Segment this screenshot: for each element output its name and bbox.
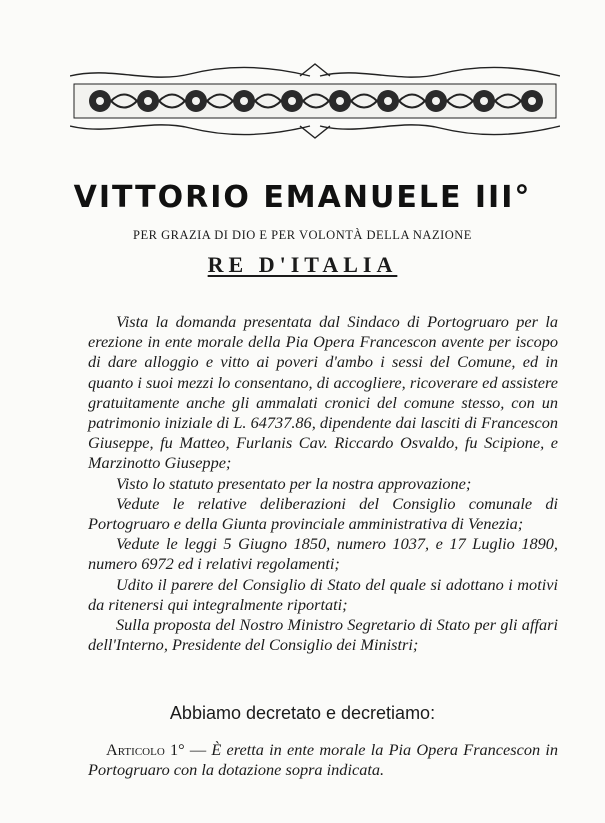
paragraph: Vedute le leggi 5 Giugno 1850, numero 1037, e 17 Luglio 1890, numero 6972 ed i relativi regolamenti;: [88, 534, 558, 574]
page-subtitle: PER GRAZIA DI DIO E PER VOLONTÀ DELLA NAZIONE: [133, 228, 472, 242]
article-label: Articolo 1° —: [106, 740, 207, 759]
paragraph: Sulla proposta del Nostro Ministro Segretario di Stato per gli affari dell'Interno, Presidente del Consiglio dei Ministri;: [88, 615, 558, 655]
article-1: [88, 740, 558, 780]
paragraph: Vista la domanda presentata dal Sindaco di Portogruaro per la erezione in ente morale della Pia Opera Francescon avente per iscopo di dare alloggio e vitto ai poveri d'ambo i sessi del Comune, ed in quanto i suoi mezzi lo consentano, di accogliere, ricoverare ed assistere gratuitamente anche gli ammalati cronici del comune stesso, con un patrimonio iniziale di L. 64737.86, dipendente dai lasciti di Francescon Giuseppe, fu Matteo, Furlanis Cav. Riccardo Osvaldo, fu Scipione, e Marzinotto Giuseppe;: [88, 312, 558, 473]
realm-heading: RE D'ITALIA: [207, 252, 398, 277]
page-title: VITTORIO EMANUELE III°: [73, 180, 532, 215]
paragraph: Udito il parere del Consiglio di Stato del quale si adottano i motivi da ritenersi qui integralmente riportati;: [88, 574, 558, 614]
article-text: È eretta in ente morale la Pia Opera Francescon in Portogruaro con la dotazione sopra indicata.: [88, 740, 558, 780]
decree-statement: Abbiamo decretato e decretiamo:: [169, 703, 436, 723]
decree-preamble: [88, 312, 558, 655]
paragraph: Visto lo statuto presentato per la nostra approvazione;: [116, 473, 472, 493]
paragraph: Vedute le relative deliberazioni del Consiglio comunale di Portogruaro e della Giunta provinciale amministrativa di Venezia;: [88, 493, 558, 534]
floral-header-ornament: [70, 62, 560, 140]
